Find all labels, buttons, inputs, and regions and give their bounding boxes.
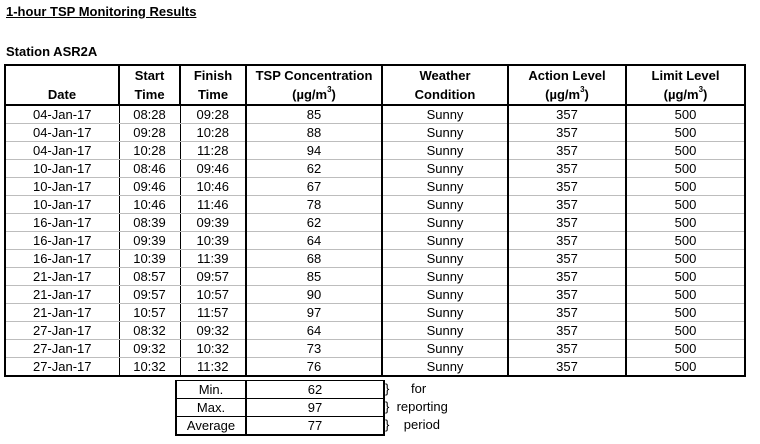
start-time-cell: 08:39: [119, 214, 180, 232]
summary-note-2: } reporting: [385, 399, 448, 414]
summary-value: 97: [246, 399, 384, 417]
page-title: 1-hour TSP Monitoring Results: [6, 4, 197, 19]
table-row: [5, 304, 745, 322]
finish-time-cell: 10:57: [180, 286, 246, 304]
table-row: [5, 322, 745, 340]
table-row: [5, 160, 745, 178]
header-limit: [626, 65, 745, 105]
header-limit-unit: [627, 85, 744, 104]
start-time-cell: 10:46: [119, 196, 180, 214]
limit-level-cell: 500: [626, 358, 745, 377]
weather-cell: Sunny: [382, 178, 508, 196]
finish-time-cell: 10:28: [180, 124, 246, 142]
limit-level-cell: 500: [626, 322, 745, 340]
weather-cell: Sunny: [382, 160, 508, 178]
weather-cell: Sunny: [382, 250, 508, 268]
action-level-cell: 357: [508, 250, 626, 268]
finish-time-cell: 09:57: [180, 268, 246, 286]
header-action: [508, 65, 626, 105]
unit-superscript: 3: [580, 85, 585, 94]
action-level-cell: 357: [508, 105, 626, 124]
weather-cell: Sunny: [382, 322, 508, 340]
header-finish-line2: Time: [197, 87, 229, 102]
limit-level-cell: 500: [626, 286, 745, 304]
header-weather: [382, 65, 508, 105]
date-cell: 21-Jan-17: [5, 286, 119, 304]
tsp-cell: 90: [246, 286, 382, 304]
header-finish-line1: Finish: [193, 68, 233, 83]
start-time-cell: 08:32: [119, 322, 180, 340]
weather-cell: Sunny: [382, 304, 508, 322]
date-cell: 27-Jan-17: [5, 340, 119, 358]
tsp-cell: 85: [246, 105, 382, 124]
tsp-cell: 88: [246, 124, 382, 142]
summary-row: [176, 381, 384, 399]
finish-time-cell: 11:46: [180, 196, 246, 214]
start-time-cell: 09:28: [119, 124, 180, 142]
action-level-cell: 357: [508, 322, 626, 340]
action-level-cell: 357: [508, 304, 626, 322]
date-cell: 16-Jan-17: [5, 214, 119, 232]
finish-time-cell: 09:28: [180, 105, 246, 124]
limit-level-cell: 500: [626, 105, 745, 124]
weather-cell: Sunny: [382, 268, 508, 286]
start-time-cell: 10:57: [119, 304, 180, 322]
unit-text: (µg/m: [292, 87, 328, 102]
start-time-cell: 10:39: [119, 250, 180, 268]
date-cell: 04-Jan-17: [5, 105, 119, 124]
start-time-cell: 10:32: [119, 358, 180, 377]
tsp-cell: 94: [246, 142, 382, 160]
tsp-cell: 73: [246, 340, 382, 358]
limit-level-cell: 500: [626, 214, 745, 232]
tsp-cell: 97: [246, 304, 382, 322]
date-cell: 27-Jan-17: [5, 358, 119, 377]
unit-text: (µg/m: [545, 87, 581, 102]
unit-close: ): [584, 87, 589, 102]
date-cell: 21-Jan-17: [5, 304, 119, 322]
limit-level-cell: 500: [626, 304, 745, 322]
table-row: [5, 124, 745, 142]
unit-close: ): [703, 87, 708, 102]
table-row: [5, 142, 745, 160]
header-weather-line1: Weather: [419, 68, 471, 83]
header-tsp-unit: [247, 85, 381, 104]
start-time-cell: 08:28: [119, 105, 180, 124]
limit-level-cell: 500: [626, 178, 745, 196]
start-time-cell: 09:57: [119, 286, 180, 304]
start-time-cell: 08:46: [119, 160, 180, 178]
finish-time-cell: 09:39: [180, 214, 246, 232]
limit-level-cell: 500: [626, 196, 745, 214]
weather-cell: Sunny: [382, 358, 508, 377]
summary-value: 77: [246, 417, 384, 436]
tsp-cell: 62: [246, 214, 382, 232]
date-cell: 04-Jan-17: [5, 124, 119, 142]
weather-cell: Sunny: [382, 286, 508, 304]
header-start: [119, 65, 180, 105]
limit-level-cell: 500: [626, 124, 745, 142]
summary-row: [176, 399, 384, 417]
tsp-cell: 67: [246, 178, 382, 196]
table-row: [5, 268, 745, 286]
start-time-cell: 10:28: [119, 142, 180, 160]
header-date: [5, 65, 119, 105]
tsp-cell: 68: [246, 250, 382, 268]
summary-table: [175, 380, 385, 436]
weather-cell: Sunny: [382, 340, 508, 358]
action-level-cell: 357: [508, 340, 626, 358]
tsp-cell: 85: [246, 268, 382, 286]
header-tsp: [246, 65, 382, 105]
weather-cell: Sunny: [382, 142, 508, 160]
unit-close: ): [331, 87, 336, 102]
unit-superscript: 3: [698, 85, 704, 94]
weather-cell: Sunny: [382, 214, 508, 232]
limit-level-cell: 500: [626, 340, 745, 358]
action-level-cell: 357: [508, 142, 626, 160]
results-table: [4, 64, 746, 377]
header-row: [5, 65, 745, 105]
limit-level-cell: 500: [626, 232, 745, 250]
action-level-cell: 357: [508, 178, 626, 196]
action-level-cell: 357: [508, 196, 626, 214]
finish-time-cell: 09:46: [180, 160, 246, 178]
summary-note-1: } for: [385, 381, 427, 396]
weather-cell: Sunny: [382, 105, 508, 124]
table-row: [5, 358, 745, 377]
tsp-cell: 64: [246, 322, 382, 340]
start-time-cell: 08:57: [119, 268, 180, 286]
summary-label: Min.: [176, 381, 246, 399]
summary-label: Max.: [176, 399, 246, 417]
action-level-cell: 357: [508, 214, 626, 232]
table-row: [5, 214, 745, 232]
header-weather-line2: Condition: [414, 87, 476, 102]
action-level-cell: 357: [508, 358, 626, 377]
start-time-cell: 09:32: [119, 340, 180, 358]
tsp-cell: 76: [246, 358, 382, 377]
date-cell: 21-Jan-17: [5, 268, 119, 286]
summary-row: [176, 417, 384, 436]
limit-level-cell: 500: [626, 250, 745, 268]
action-level-cell: 357: [508, 286, 626, 304]
weather-cell: Sunny: [382, 124, 508, 142]
finish-time-cell: 11:39: [180, 250, 246, 268]
tsp-cell: 78: [246, 196, 382, 214]
tsp-cell: 62: [246, 160, 382, 178]
table-row: [5, 286, 745, 304]
table-row: [5, 178, 745, 196]
table-row: [5, 250, 745, 268]
limit-level-cell: 500: [626, 160, 745, 178]
table-row: [5, 105, 745, 124]
date-cell: 10-Jan-17: [5, 160, 119, 178]
header-tsp-line1: TSP Concentration: [255, 68, 373, 83]
table-row: [5, 196, 745, 214]
header-action-line1: Action Level: [528, 68, 606, 83]
summary-note-3: } period: [385, 417, 440, 432]
results-body: [5, 105, 745, 376]
limit-level-cell: 500: [626, 142, 745, 160]
date-cell: 16-Jan-17: [5, 250, 119, 268]
header-finish: [180, 65, 246, 105]
finish-time-cell: 09:32: [180, 322, 246, 340]
date-cell: 27-Jan-17: [5, 322, 119, 340]
header-start-line1: Start: [134, 68, 165, 83]
summary-value: 62: [246, 381, 384, 399]
unit-superscript: 3: [327, 85, 332, 94]
weather-cell: Sunny: [382, 196, 508, 214]
limit-level-cell: 500: [626, 268, 745, 286]
header-action-unit: [509, 85, 625, 104]
finish-time-cell: 11:32: [180, 358, 246, 377]
table-row: [5, 232, 745, 250]
action-level-cell: 357: [508, 160, 626, 178]
date-cell: 10-Jan-17: [5, 196, 119, 214]
finish-time-cell: 10:46: [180, 178, 246, 196]
station-label: Station ASR2A: [6, 44, 98, 59]
unit-text: (µg/m: [663, 87, 699, 102]
finish-time-cell: 10:32: [180, 340, 246, 358]
action-level-cell: 357: [508, 232, 626, 250]
tsp-cell: 64: [246, 232, 382, 250]
finish-time-cell: 11:57: [180, 304, 246, 322]
summary-label: Average: [176, 417, 246, 436]
header-start-line2: Time: [134, 87, 165, 102]
date-cell: 10-Jan-17: [5, 178, 119, 196]
action-level-cell: 357: [508, 124, 626, 142]
header-date-line2: Date: [47, 87, 77, 102]
finish-time-cell: 10:39: [180, 232, 246, 250]
table-row: [5, 340, 745, 358]
date-cell: 16-Jan-17: [5, 232, 119, 250]
header-limit-line1: Limit Level: [651, 68, 720, 83]
weather-cell: Sunny: [382, 232, 508, 250]
date-cell: 04-Jan-17: [5, 142, 119, 160]
finish-time-cell: 11:28: [180, 142, 246, 160]
start-time-cell: 09:46: [119, 178, 180, 196]
start-time-cell: 09:39: [119, 232, 180, 250]
action-level-cell: 357: [508, 268, 626, 286]
